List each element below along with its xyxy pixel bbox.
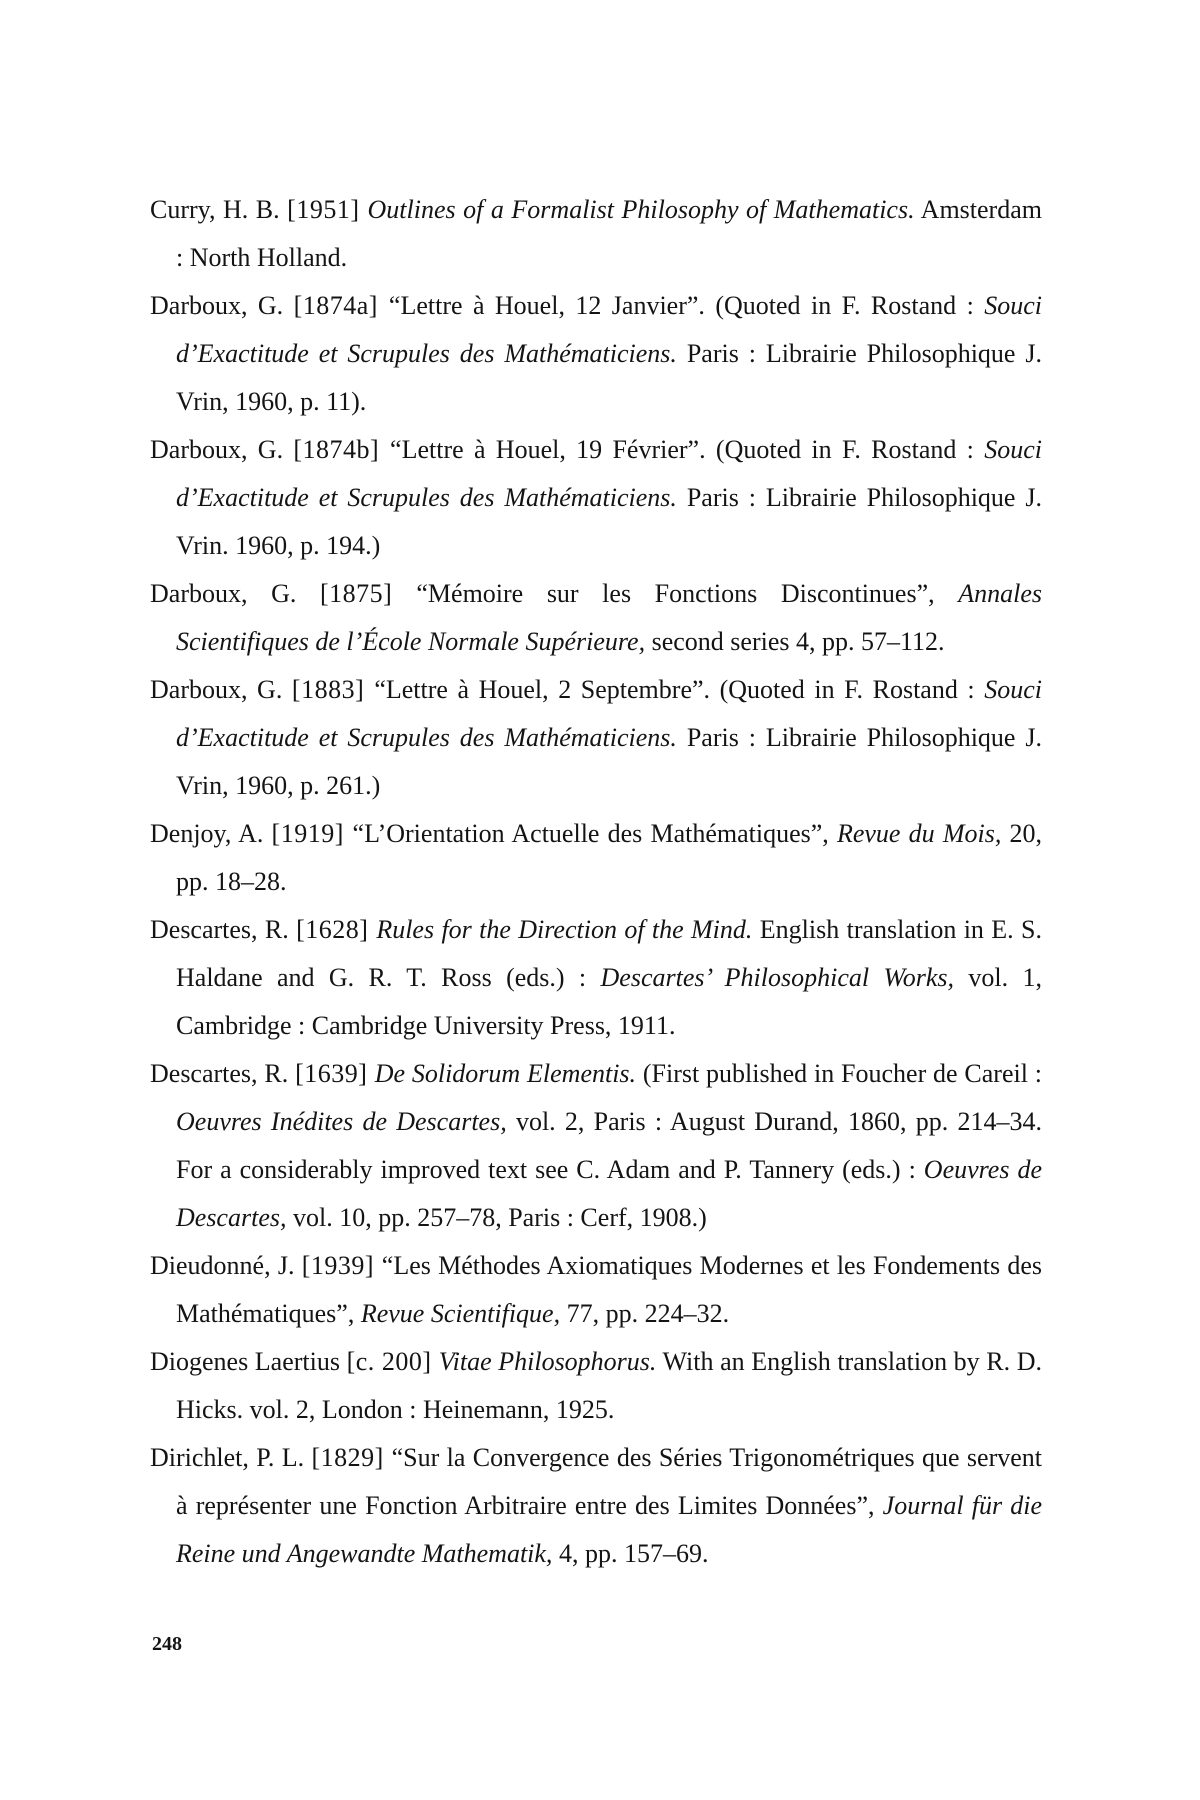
entry-publication: vol. 10, pp. 257–78, Paris : Cerf, 1908.)	[286, 1203, 707, 1232]
bib-entry-curry-1951	[150, 186, 1042, 282]
entry-author: Curry, H. B.	[150, 195, 288, 224]
entry-title-secondary: Oeuvres Inédites de Descartes,	[176, 1107, 507, 1136]
page-number: 248	[152, 1633, 182, 1655]
entry-title: Vitae Philosophorus.	[438, 1347, 657, 1376]
entry-year: [1919]	[271, 819, 353, 848]
bib-entry-dieudonne-1939	[150, 1242, 1042, 1338]
entry-title: De Solidorum Elementis.	[374, 1059, 637, 1088]
entry-article: “Les Méthodes Axiomatiques Modernes et les Fondements des Mathématiques”,	[176, 1251, 1042, 1328]
entry-title: Souci d’Exactitude et Scrupules des Mathématiciens.	[176, 675, 1042, 752]
entry-year: [1874b]	[293, 435, 391, 464]
bibliography-list	[150, 186, 1042, 1578]
entry-article: “Sur la Convergence des Séries Trigonométriques que servent à représenter une Fonction Arbitraire entre des Limites Données”,	[176, 1443, 1042, 1520]
bib-entry-darboux-1874b	[150, 426, 1042, 570]
entry-publication: Paris : Librairie Philosophique J. Vrin. 1960, p. 194.)	[176, 483, 1042, 560]
entry-author: Descartes, R.	[150, 1059, 296, 1088]
entry-note: (First published in Foucher de Careil :	[636, 1059, 1043, 1088]
entry-author: Dirichlet, P. L.	[150, 1443, 312, 1472]
entry-year: [1939]	[301, 1251, 382, 1280]
entry-article: “L’Orientation Actuelle des Mathématiques”,	[352, 819, 837, 848]
entry-year: [1951]	[287, 195, 368, 224]
entry-title: Rules for the Direction of the Mind.	[376, 915, 753, 944]
entry-article: “Lettre à Houel, 19 Février”. (Quoted in F. Rostand :	[390, 435, 985, 464]
bib-entry-darboux-1875	[150, 570, 1042, 666]
entry-publication: With an English translation by R. D. Hicks. vol. 2, London : Heinemann, 1925.	[176, 1347, 1043, 1424]
entry-article: “Lettre à Houel, 2 Septembre”. (Quoted in F. Rostand :	[374, 675, 985, 704]
entry-author: Descartes, R.	[150, 915, 297, 944]
entry-title: Revue Scientifique,	[360, 1299, 561, 1328]
entry-publication: vol. 1, Cambridge : Cambridge University Press, 1911.	[176, 963, 1042, 1040]
entry-note: English translation in E. S. Haldane and G. R. T. Ross (eds.) :	[176, 915, 1042, 992]
entry-publication: 4, pp. 157–69.	[552, 1539, 709, 1568]
bib-entry-descartes-1639	[150, 1050, 1042, 1242]
entry-year: [1883]	[291, 675, 375, 704]
entry-publication: Amsterdam : North Holland.	[176, 195, 1042, 272]
entry-year: [1628]	[296, 915, 377, 944]
bib-entry-diogenes-c200	[150, 1338, 1042, 1434]
entry-author: Denjoy, A.	[150, 819, 272, 848]
entry-author: Darboux, G.	[150, 675, 292, 704]
entry-year: [1874a]	[293, 291, 389, 320]
bib-entry-dirichlet-1829	[150, 1434, 1042, 1578]
entry-year: [1875]	[319, 579, 417, 608]
entry-note-secondary: vol. 2, Paris : August Durand, 1860, pp. 214–34. For a considerably improved text see C. Adam and P. Tannery (eds.) :	[176, 1107, 1042, 1184]
entry-author: Darboux, G.	[150, 435, 294, 464]
entry-publication: 20, pp. 18–28.	[176, 819, 1042, 896]
entry-title-tertiary: Oeuvres de Descartes,	[176, 1155, 1042, 1232]
entry-author: Dieudonné, J.	[150, 1251, 302, 1280]
entry-article: “Mémoire sur les Fonctions Discontinues”,	[416, 579, 959, 608]
entry-year: [c. 200]	[346, 1347, 439, 1376]
entry-publication: Paris : Librairie Philosophique J. Vrin, 1960, p. 11).	[176, 339, 1042, 416]
bib-entry-denjoy-1919	[150, 810, 1042, 906]
bib-entry-darboux-1874a	[150, 282, 1042, 426]
bib-entry-descartes-1628	[150, 906, 1042, 1050]
entry-publication: Paris : Librairie Philosophique J. Vrin, 1960, p. 261.)	[176, 723, 1042, 800]
entry-year: [1829]	[311, 1443, 392, 1472]
entry-title: Annales Scientifiques de l’École Normale Supérieure,	[176, 579, 1042, 656]
entry-title: Revue du Mois,	[836, 819, 1002, 848]
entry-title: Journal für die Reine und Angewandte Mathematik,	[176, 1491, 1042, 1568]
entry-author: Darboux, G.	[150, 291, 294, 320]
entry-title: Souci d’Exactitude et Scrupules des Mathématiciens.	[176, 435, 1042, 512]
entry-article: “Lettre à Houel, 12 Janvier”. (Quoted in F. Rostand :	[388, 291, 985, 320]
entry-year: [1639]	[295, 1059, 375, 1088]
entry-publication: 77, pp. 224–32.	[560, 1299, 730, 1328]
entry-author: Darboux, G.	[150, 579, 320, 608]
entry-title-secondary: Descartes’ Philosophical Works,	[600, 963, 955, 992]
bib-entry-darboux-1883	[150, 666, 1042, 810]
entry-title: Souci d’Exactitude et Scrupules des Mathématiciens.	[176, 291, 1042, 368]
entry-publication: second series 4, pp. 57–112.	[645, 627, 945, 656]
entry-author: Diogenes Laertius	[150, 1347, 347, 1376]
entry-title: Outlines of a Formalist Philosophy of Mathematics.	[367, 195, 915, 224]
